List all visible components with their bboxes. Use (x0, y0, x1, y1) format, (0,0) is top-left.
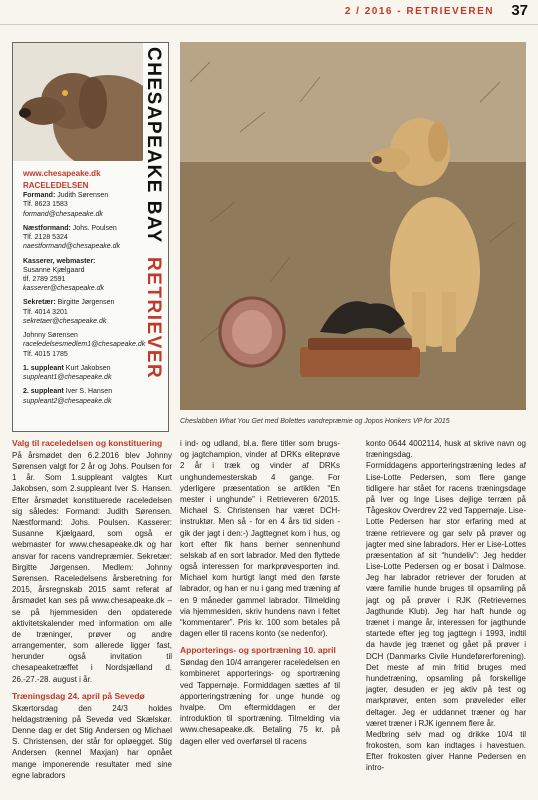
issue-label: 2 / 2016 - RETRIEVEREN (344, 6, 494, 17)
board-heading: RACELEDELSEN (23, 180, 89, 190)
paragraph: På årsmødet den 6.2.2016 blev Johnny Sørensen valgt for 2 år og Johs. Poulsen for 1 år. Som 1.suppleant valgtes Kurt Jakobsen, som 2.suppleant Iver S. Hansen. Efter årsmødet konstituerede raceledelsen sig således: Formand: Judith Sørensen. Næstformand: Johs. Poulsen. Kasserer: Susanne Kjælgaard, som også er webmaster for www.chesapeake.dk og har ansvar for racens vandrepræmier. Sekretær: Birgitte Jørgensen. Medlem: Johnny Sørensen. Raceledelsens årsberetning for 2015, årsregnskab 2015 samt referat af årsmødet kan ses på www.chesapeake.dk – se på hjemmesiden den opdaterede aktivitetskalender med information om alle de træninger, prøver og andre arrangementer, som allerede ligger fast, herunder også invitation til chesapeaketræffet i Nordsjælland d. 26.-27.-28. august i år. (12, 450, 172, 684)
article-column-3 (366, 438, 526, 774)
section-heading: Træningsdag 24. april på Sevedø (12, 690, 145, 701)
contact-substitute-1: 1. suppleant Kurt Jakobsen suppleant1@chesapeake.dk (23, 364, 112, 382)
paragraph: Formiddagens apporteringstræning ledes af Lise-Lotte Pedersen, som flere gange tidligere har stået for racens træningsdage på Iver og Inge Lises dejlige terræn på Tågeskov Overdrev 22 ved Tappernøje. Lise-Lotte Pedersen har stor erfaring med at træne retrievere og gar selv på prøver og jagter med sine labradors. Her er Lise-Lottes præsentation af sit “hundeliv”: Jeg hedder Lise-Lotte Pedersen og er bosat i Dalmose. Jeg har labrador retriever der foruden at være familie hunde bruges til opsamling på jagt og på prøver i RJK (Retrievernes Jagthunde Klub). Jeg har haft hunde og trænet i mange år, interessen for jagthunde startede efter jeg tog jagttegn i 1993, indtil da havde jeg trænet og gået på prøver i DCH (Danmarks Civile Hundeførerforening). Det meste af min fritid bruges med hundetræning, opsamling på forskellige jagter, desuden er jeg aktiv på test og markprøver, enten som prøveleder eller deltager. Jeg er uddannet træner og har været træner i RJK igennem flere år. (366, 461, 526, 728)
contact-substitute-2: 2. suppleant Iver S. Hansen suppleant2@chesapeake.dk (23, 388, 113, 405)
contact-list (23, 169, 146, 406)
breed-title-vertical (143, 43, 168, 431)
contact-secretary: Sekretær: Birgitte Jørgensen Tlf. 4014 3201 sekretaer@chesapeake.dk (23, 299, 115, 325)
contact-chair: Formand: Judith Sørensen Tlf. 8623 1583 formand@chesapeake.dk (23, 192, 109, 218)
club-info-box (12, 42, 169, 432)
email-link[interactable]: formand@chesapeake.dk (23, 210, 103, 218)
article-column-1 (12, 438, 172, 781)
article-column-2 (180, 438, 340, 747)
paragraph: Skærtorsdag den 24/3 holdes heldagstræning på Sevedø ved Skælskør. Denne dag er det Stig Andersen og Michael S. Christensen, der står for opløegget. Stig Andersen (kennel Maxjan) har opnået mange imponerende resultater med sine egne labradors (12, 703, 172, 780)
page-number: 37 (511, 2, 528, 19)
paragraph: Medbring selv mad og drikke 10/4 til frokosten, som kan indtages i havestuen. Efter frokosten giver Hanne Pedersen en intro- (366, 729, 526, 773)
dog-portrait-image (13, 43, 143, 161)
breed-title-main: CHESAPEAKE BAY (143, 47, 164, 244)
section-heading: Valg til raceledelsen og konstituering (12, 438, 163, 448)
paragraph: i ind- og udland, bl.a. flere titler som brugs- og jagtchampion, vinder af DRKs eliteprøve 2 år i træk og vinder af DRKs unghundemesterskab 4 gange. For yderligere præsentation se artiklen “En mester i unghunde” i Retrieveren 6/2015. Michael S. Christensen har været DCH-instruktør. Men så - for en 4 års tid siden - gik der jagt i den:-) Jagttegnet kom i hus, og kort efter fik hans berner sennenhund selskab af en sort labrador. Med den flyttede også interessen for markprøvesporten ind. Michael kom hurtigt langt med den første labrador, og han er nu i gang med træning af en 9 måneder gammel labrador. Tilmelding via hjemmesiden, skriv hundens navn i feltet “kommentarer”. Pris kr. 100 som betales på dagen eller til racens konto (se nedenfor). (180, 439, 340, 639)
club-url-link[interactable]: www.chesapeake.dk (23, 169, 101, 178)
email-link[interactable]: kasserer@chesapeake.dk (23, 285, 105, 293)
page-header (0, 0, 538, 25)
email-link[interactable]: sekretaer@chesapeake.dk (23, 317, 107, 325)
contact-treasurer: Kasserer, webmaster: Susanne Kjælgaard tlf. 2789 2591 kasserer@chesapeake.dk (23, 257, 105, 293)
section-heading: Apporterings- og sportræning 10. april (180, 645, 336, 656)
paragraph: konto 0644 4002114, husk at skrive navn og træningsdag. (366, 439, 526, 460)
contact-vice-chair: Næstformand: Johs. Poulsen Tlf. 2128 5324 naestformand@chesapeake.dk (23, 224, 120, 251)
email-link[interactable]: raceledelsesmedlem1@chesapeake.dk (23, 341, 146, 349)
contact-member: Johnny Sørensen raceledelsesmedlem1@chesapeake.dk Tlf. 4015 1785 (23, 332, 146, 358)
email-link[interactable]: suppleant1@chesapeake.dk (23, 374, 112, 382)
email-link[interactable]: naestformand@chesapeake.dk (23, 243, 120, 251)
breed-title-accent: RETRIEVER (143, 257, 164, 380)
paragraph: Søndag den 10/4 arrangerer raceledelsen en kombineret apporterings- og sportræning ved Tappernøje. Formiddagen sættes af til apporteringstræning for unge hunde og hvalpe. Om eftermiddagen er der introduktion til sportræning. Tilmelding via www.chesapeake.dk. Betaling 75 kr. på dagen eller ved overførsel til racens (180, 658, 340, 746)
dog-trophy-photo (180, 42, 526, 410)
photo-caption: Cheslabben What You Get med Bolettes vandrepræmie og Jopos Honkers VP for 2015 (180, 418, 450, 425)
email-link[interactable]: suppleant2@chesapeake.dk (23, 397, 112, 405)
